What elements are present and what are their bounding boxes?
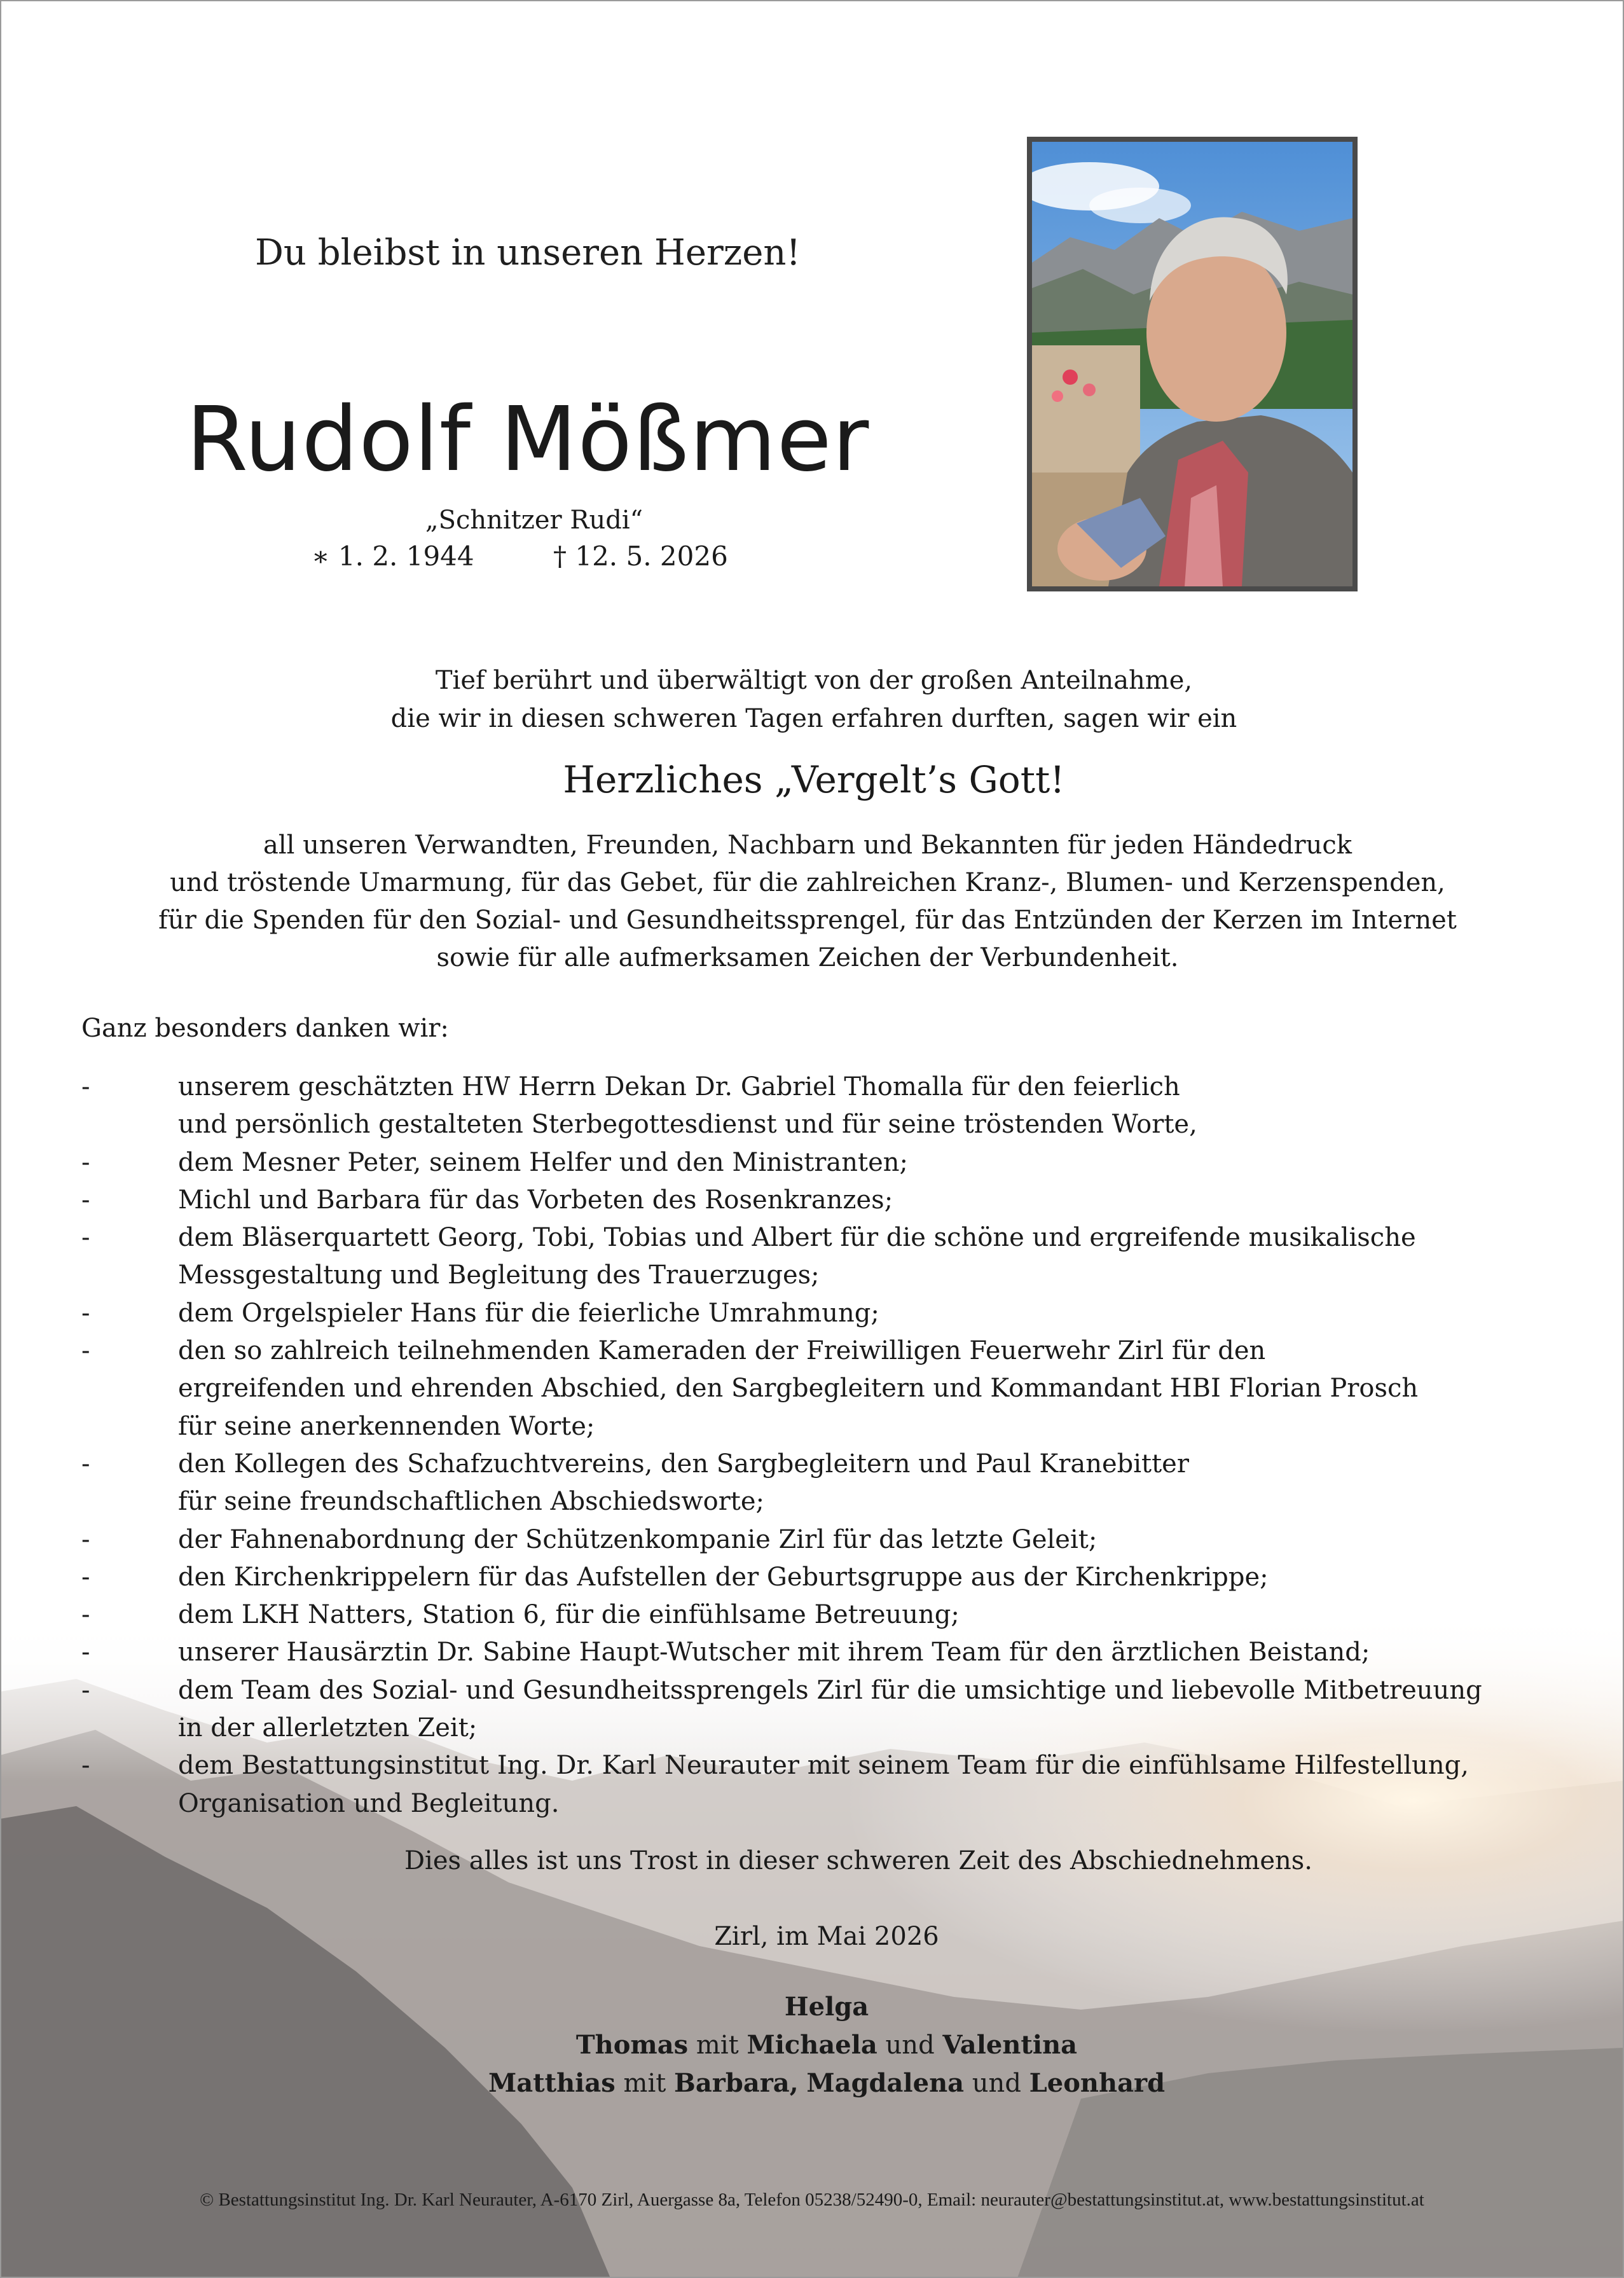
list-item-line: Messgestaltung und Begleitung des Trauerzuges; <box>178 1260 820 1290</box>
death-date: † 12. 5. 2026 <box>553 541 728 572</box>
list-item <box>79 1295 1541 1332</box>
family-line <box>191 2064 1462 2102</box>
place-and-date: Zirl, im Mai 2026 <box>714 1922 939 1951</box>
thanks-text <box>102 827 1513 977</box>
list-item-line: dem Bläserquartett Georg, Tobi, Tobias und Albert für die schöne und ergreifende musikalische <box>178 1223 1416 1253</box>
list-item-line: dem LKH Natters, Station 6, für die einfühlsame Betreuung; <box>178 1600 960 1630</box>
list-item-line: unserer Hausärztin Dr. Sabine Haupt-Wutscher mit ihrem Team für den ärztlichen Beistand; <box>178 1638 1370 1667</box>
intro-line: die wir in diesen schweren Tagen erfahren durften, sagen wir ein <box>390 704 1237 733</box>
family-connector: und <box>885 2031 935 2060</box>
list-item <box>79 1446 1541 1521</box>
family-connector: mit <box>623 2069 666 2098</box>
thanks-line: all unseren Verwandten, Freunden, Nachbarn und Bekannten für jeden Händedruck <box>263 831 1352 860</box>
family-name: Valentina <box>942 2030 1078 2060</box>
thanks-line: für die Spenden für den Sozial- und Gesundheitssprengel, für das Entzünden der Kerzen im Internet <box>158 906 1457 935</box>
list-item <box>79 1596 1541 1634</box>
intro-line: Tief berührt und überwältigt von der großen Anteilnahme, <box>435 666 1193 695</box>
list-dash: - <box>81 1638 90 1667</box>
family-name: Michaela <box>747 2030 877 2060</box>
list-dash: - <box>81 1223 90 1253</box>
list-item-line: den Kirchenkrippelern für das Aufstellen der Geburtsgruppe aus der Kirchenkrippe; <box>178 1562 1269 1592</box>
list-item-line: dem Bestattungsinstitut Ing. Dr. Karl Neurauter mit seinem Team für die einfühlsame Hilfestellung, <box>178 1751 1469 1781</box>
deceased-name: Rudolf Mößmer <box>186 388 870 492</box>
thanks-line: sowie für alle aufmerksamen Zeichen der Verbundenheit. <box>436 943 1179 972</box>
thanks-headline: Herzliches „Vergelt’s Gott! <box>563 758 1065 801</box>
list-dash: - <box>81 1751 90 1781</box>
list-dash: - <box>81 1185 90 1215</box>
family-connector: mit <box>696 2031 739 2060</box>
list-item-line: für seine freundschaftlichen Abschiedsworte; <box>178 1487 765 1517</box>
family-connector: und <box>972 2069 1021 2098</box>
life-dates <box>273 541 846 579</box>
nickname: „Schnitzer Rudi“ <box>425 506 643 535</box>
list-item-line: der Fahnenabordnung der Schützenkompanie Zirl für das letzte Geleit; <box>178 1524 1098 1554</box>
list-item-line: dem Orgelspieler Hans für die feierliche Umrahmung; <box>178 1298 879 1328</box>
family-line <box>191 2026 1462 2064</box>
special-thanks-list <box>79 1068 1541 1823</box>
list-item <box>79 1521 1541 1559</box>
list-item <box>79 1672 1541 1748</box>
list-item-line: den Kollegen des Schafzuchtvereins, den Sargbegleitern und Paul Kranebitter <box>178 1449 1189 1479</box>
list-dash: - <box>81 1336 90 1366</box>
list-item <box>79 1068 1541 1144</box>
list-dash: - <box>81 1600 90 1630</box>
family-name: Helga <box>784 1992 869 2022</box>
list-item-line: dem Mesner Peter, seinem Helfer und den Ministranten; <box>178 1147 908 1177</box>
list-item-line: und persönlich gestalteten Sterbegottesdienst und für seine tröstenden Worte, <box>178 1110 1197 1140</box>
list-item-line: für seine anerkennenden Worte; <box>178 1411 595 1441</box>
birth-date: ∗ 1. 2. 1944 <box>312 541 474 572</box>
list-item <box>79 1219 1541 1295</box>
list-dash: - <box>81 1562 90 1592</box>
list-item <box>79 1182 1541 1219</box>
family-signature <box>191 1988 1462 2102</box>
list-item-line: dem Team des Sozial- und Gesundheitssprengels Zirl für die umsichtige und liebevolle Mitbetreuung <box>178 1675 1482 1705</box>
list-dash: - <box>81 1449 90 1479</box>
list-item <box>79 1634 1541 1671</box>
list-dash: - <box>81 1524 90 1554</box>
family-name: Thomas <box>575 2030 689 2060</box>
list-item-line: den so zahlreich teilnehmenden Kameraden der Freiwilligen Feuerwehr Zirl für den <box>178 1336 1266 1366</box>
family-line <box>191 1988 1462 2026</box>
special-thanks-heading: Ganz besonders danken wir: <box>81 1014 449 1043</box>
family-name: Magdalena <box>806 2068 965 2098</box>
list-item <box>79 1332 1541 1446</box>
list-dash: - <box>81 1675 90 1705</box>
list-item <box>79 1559 1541 1596</box>
list-item <box>79 1747 1541 1823</box>
footer-imprint: © Bestattungsinstitut Ing. Dr. Karl Neurauter, A-6170 Zirl, Auergasse 8a, Telefon 05238/52490-0, Email: neurauter@bestattungsinstitut.at, www.bestattungsinstitut.at <box>200 2190 1424 2210</box>
list-item-line: in der allerletzten Zeit; <box>178 1713 478 1743</box>
thanks-line: und tröstende Umarmung, für das Gebet, für die zahlreichen Kranz-, Blumen- und Kerzenspenden, <box>170 868 1445 897</box>
list-item-line: ergreifenden und ehrenden Abschied, den Sargbegleitern und Kommandant HBI Florian Prosch <box>178 1374 1419 1404</box>
list-item-line: Organisation und Begleitung. <box>178 1788 560 1818</box>
portrait-image <box>1032 142 1352 586</box>
family-name: Matthias <box>488 2068 616 2098</box>
family-name: Barbara, <box>674 2068 799 2098</box>
portrait-photo <box>1027 137 1358 591</box>
motto-text: Du bleibst in unseren Herzen! <box>255 232 801 273</box>
family-name: Leonhard <box>1029 2068 1166 2098</box>
list-item-line: unserem geschätzten HW Herrn Dekan Dr. Gabriel Thomalla für den feierlich <box>178 1072 1180 1101</box>
list-item-line: Michl und Barbara für das Vorbeten des Rosenkranzes; <box>178 1185 893 1215</box>
closing-text: Dies alles ist uns Trost in dieser schweren Zeit des Abschiednehmens. <box>404 1846 1313 1875</box>
list-dash: - <box>81 1298 90 1328</box>
list-dash: - <box>81 1072 90 1101</box>
list-dash: - <box>81 1147 90 1177</box>
intro-text <box>191 661 1437 738</box>
list-item <box>79 1144 1541 1182</box>
